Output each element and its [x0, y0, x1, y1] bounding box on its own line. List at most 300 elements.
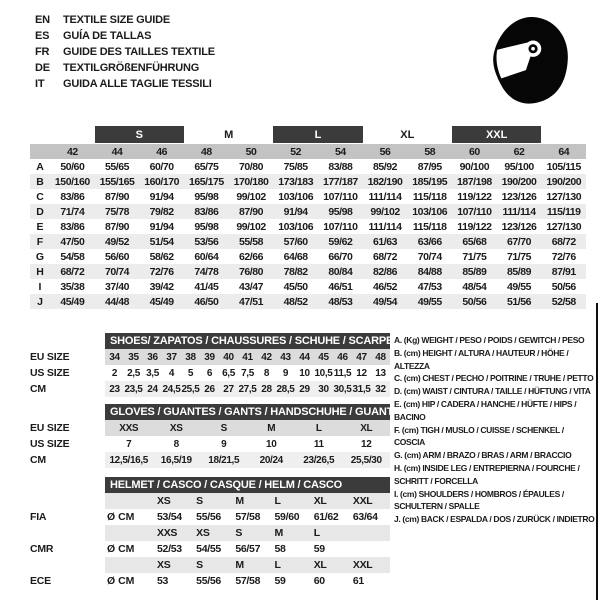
legend-item: J. (cm) BACK / ESPALDA / DOS / ZURÜCK / INDIETRO: [394, 514, 595, 525]
shoes-cell: 48: [375, 351, 386, 363]
size-cell: 87/90: [239, 205, 264, 218]
size-cell: 79/82: [149, 205, 174, 218]
helmet-value-cell: 55/56: [196, 511, 221, 523]
language-row: [35, 44, 215, 60]
helmet-value-cell: 63/64: [352, 511, 378, 523]
column-header-60: 60: [468, 145, 480, 158]
gloves-cell: 16,5/19: [160, 454, 192, 466]
legend-item: H. (cm) INSIDE LEG / ENTREPIERNA / FOURCHE / SCHRITT / FORCELLA: [394, 462, 580, 486]
helmet-size-row: [30, 493, 390, 509]
row-label: EU SIZE: [30, 422, 70, 434]
size-cell: 111/114: [368, 190, 402, 203]
shoes-cell: 27: [223, 383, 234, 395]
row-letter: E: [36, 220, 44, 233]
shoes-cell: 32: [375, 383, 386, 395]
row-letter: B: [36, 175, 44, 188]
helmet-rows: [30, 493, 390, 589]
size-cell: 45/50: [283, 280, 308, 293]
shoes-cell: 45: [318, 351, 329, 363]
unit-label: Ø CM: [107, 511, 135, 523]
gloves-cell: 12,5/16,5: [109, 454, 149, 466]
size-cell: 48/54: [462, 280, 487, 293]
size-cell: 71/74: [60, 205, 85, 218]
size-cell: 190/200: [546, 175, 582, 188]
spacer: [30, 525, 105, 541]
helmet-value-cell: 59/60: [274, 511, 300, 523]
size-cell: 39/42: [149, 280, 174, 293]
size-cell: 170/180: [233, 175, 269, 188]
helmet-value-cell: 56/57: [235, 543, 261, 555]
shoes-cell: 28,5: [276, 383, 295, 395]
gloves-cell: XL: [360, 422, 373, 434]
legend-item: C. (cm) CHEST / PECHO / POITRINE / TRUHE / PETTO: [394, 373, 594, 384]
size-cell: 51/56: [507, 295, 532, 308]
size-cell: 105/115: [546, 160, 581, 173]
legend: [394, 334, 595, 526]
helmet-value-cells: [105, 509, 390, 525]
helmet-size-cells: [105, 557, 390, 573]
size-cell: 185/195: [412, 175, 448, 188]
size-cell: 70/80: [239, 160, 264, 173]
spacer: [30, 493, 105, 509]
helmet-size-label: XS: [196, 527, 210, 539]
size-cell: 49/52: [104, 235, 130, 248]
shoes-cell: 23: [109, 383, 120, 395]
row-letter: A: [36, 160, 44, 173]
size-cell: 177/187: [322, 175, 358, 188]
helmet-size-row: [30, 557, 390, 573]
row-label: FIA: [30, 511, 47, 523]
size-cell: 57/60: [283, 235, 308, 248]
shoes-cell: 3,5: [146, 367, 159, 379]
size-cell: 60/64: [194, 250, 219, 263]
gloves-cell: 7: [126, 438, 132, 450]
shoes-cell: 6,5: [222, 367, 235, 379]
gloves-row: [30, 452, 390, 468]
helmet-title-bar: HELMET / CASCO / CASQUE / HELM / CASCO: [105, 477, 390, 493]
gloves-cell: 25,5/30: [350, 454, 382, 466]
size-cell: 59/62: [328, 235, 353, 248]
helmet-value-cell: 61: [352, 575, 364, 587]
row-letter: I: [38, 280, 42, 293]
size-cell: 75/78: [104, 205, 130, 218]
size-row-j: [30, 294, 586, 309]
size-row-a: [30, 159, 586, 174]
shoes-cell: 8: [263, 367, 270, 379]
shoes-cell: 31,5: [352, 383, 371, 395]
shoes-cell: 46: [337, 351, 348, 363]
shoes-cell: 43: [280, 351, 291, 363]
size-cell: 68/72: [60, 265, 85, 278]
helmet-value-cell: 53/54: [157, 511, 182, 523]
helmet-size-label: S: [196, 559, 203, 571]
shoes-cell: 38: [185, 351, 196, 363]
legend-item: B. (cm) HEIGHT / ALTURA / HAUTEUR / HÖHE / ALTEZZA: [394, 347, 569, 371]
size-cell: 63/66: [417, 235, 442, 248]
size-cell: 71/75: [462, 250, 487, 263]
shoes-cell: 10,5: [314, 367, 333, 379]
size-cell: 95/98: [194, 220, 219, 233]
size-cell: 45/49: [149, 295, 174, 308]
size-cell: 64/68: [283, 250, 308, 263]
row-label: CM: [30, 383, 46, 395]
size-cell: 83/86: [60, 220, 85, 233]
language-row: [35, 12, 215, 28]
size-cell: 103/106: [278, 220, 314, 233]
shoes-cell: 9: [282, 367, 289, 379]
helmet-size-label: XS: [157, 559, 171, 571]
helmet-size-label: L: [274, 495, 281, 507]
size-cell: 187/198: [456, 175, 492, 188]
size-cell: 45/49: [60, 295, 85, 308]
spacer: [30, 557, 105, 573]
size-cell: 75/85: [283, 160, 308, 173]
size-row-c: [30, 189, 586, 204]
gloves-cell: 10: [266, 438, 277, 450]
column-header-56: 56: [379, 145, 391, 158]
shoes-row: [30, 365, 390, 381]
size-cell: 127/130: [546, 220, 582, 233]
size-cell: 87/90: [104, 190, 130, 203]
gloves-cell: 8: [173, 438, 179, 450]
helmet-value-row-ece: [30, 573, 390, 589]
shoes-cell: 35: [128, 351, 139, 363]
size-cell: 80/84: [328, 265, 353, 278]
size-cell: 56/60: [104, 250, 130, 263]
row-letter: D: [36, 205, 44, 218]
size-cell: 95/100: [504, 160, 534, 173]
size-cell: 165/175: [188, 175, 224, 188]
size-cell: 44/48: [104, 295, 130, 308]
language-code: ES: [35, 30, 50, 42]
size-cell: 43/47: [239, 280, 264, 293]
shoes-cell: 41: [242, 351, 253, 363]
size-cell: 68/72: [551, 235, 576, 248]
helmet-size-label: XXL: [352, 559, 373, 571]
helmet-value-cell: 58: [274, 543, 286, 555]
legend-item: D. (cm) WAIST / CINTURA / TAILLE / HÜFTUNG / VITA: [394, 386, 591, 397]
helmet-size-label: XXL: [352, 495, 373, 507]
language-row: [35, 76, 215, 92]
column-header-62: 62: [513, 145, 525, 158]
size-cell: 68/72: [373, 250, 398, 263]
column-header-42: 42: [66, 145, 78, 158]
gloves-row: [30, 420, 390, 436]
shoes-cell: 6: [206, 367, 213, 379]
size-cell: 91/94: [283, 205, 308, 218]
size-cell: 150/160: [54, 175, 90, 188]
column-header-54: 54: [334, 145, 346, 158]
gloves-row: [30, 436, 390, 452]
unit-label: Ø CM: [107, 575, 135, 587]
size-cell: 107/110: [323, 220, 358, 233]
size-cell: 115/119: [546, 205, 581, 218]
size-group-l: L: [273, 126, 362, 143]
size-cell: 47/51: [239, 295, 264, 308]
gloves-cell: L: [315, 422, 322, 434]
shoes-cell: 42: [261, 351, 272, 363]
size-cell: 72/76: [149, 265, 174, 278]
column-header-46: 46: [156, 145, 168, 158]
gloves-cells: [105, 420, 390, 436]
shoes-cell: 7,5: [241, 367, 254, 379]
size-cell: 95/98: [328, 205, 353, 218]
column-header-58: 58: [424, 145, 436, 158]
size-cell: 60/70: [149, 160, 174, 173]
size-table: [30, 126, 586, 309]
shoes-cell: 23,5: [124, 383, 143, 395]
size-cell: 54/58: [60, 250, 85, 263]
size-cell: 115/118: [412, 190, 447, 203]
size-cell: 35/38: [60, 280, 85, 293]
legend-item: G. (cm) ARM / BRAZO / BRAS / ARM / BRACCIO: [394, 450, 572, 461]
gloves-cell: 23/26,5: [303, 454, 335, 466]
shoes-cell: 47: [356, 351, 367, 363]
language-title: TEXTILGRÖßENFÜHRUNG: [63, 62, 200, 74]
legend-item: I. (cm) SHOULDERS / HOMBROS / ÉPAULES / SCHULTERN / SPALLE: [394, 488, 564, 512]
size-cell: 55/58: [239, 235, 264, 248]
size-cell: 74/78: [194, 265, 219, 278]
size-cell: 155/165: [99, 175, 135, 188]
shoes-cell: 36: [147, 351, 158, 363]
size-cell: 173/183: [278, 175, 314, 188]
gloves-table: [30, 404, 396, 468]
size-cell: 65/68: [462, 235, 487, 248]
racing-helmet-icon: [487, 16, 573, 108]
gloves-cells: [105, 436, 390, 452]
row-label: ECE: [30, 575, 51, 587]
column-header-64: 64: [558, 145, 570, 158]
gloves-cell: M: [267, 422, 276, 434]
size-cell: 99/102: [236, 220, 266, 233]
helmet-value-cell: 57/58: [235, 575, 261, 587]
shoes-cell: 28: [261, 383, 272, 395]
size-cell: 85/92: [373, 160, 398, 173]
size-cell: 78/82: [283, 265, 308, 278]
shoes-cells: [105, 349, 390, 365]
gloves-cell: 9: [221, 438, 227, 450]
shoes-title-bar: SHOES/ ZAPATOS / CHAUSSURES / SCHUHE / SCARPE: [105, 333, 390, 349]
shoes-cell: 11,5: [333, 367, 352, 379]
helmet-value-cells: [105, 573, 390, 589]
shoes-cell: 30,5: [333, 383, 352, 395]
shoes-cell: 2,5: [127, 367, 140, 379]
shoes-cell: 44: [299, 351, 310, 363]
helmet-size-label: XL: [313, 495, 327, 507]
size-cell: 103/106: [412, 205, 448, 218]
helmet-value-cell: 52/53: [157, 543, 182, 555]
helmet-value-cells: [105, 541, 390, 557]
row-letter: G: [35, 250, 45, 263]
size-cell: 84/88: [417, 265, 442, 278]
size-cell: 72/76: [551, 250, 576, 263]
column-header-50: 50: [245, 145, 257, 158]
size-cell: 50/56: [551, 280, 576, 293]
size-cell: 107/110: [323, 190, 358, 203]
helmet-value-row-cmr: [30, 541, 390, 557]
language-list: [35, 12, 215, 92]
gloves-cell: 18/21,5: [208, 454, 240, 466]
size-cell: 83/88: [328, 160, 353, 173]
row-label: CMR: [30, 543, 54, 555]
size-cell: 52/58: [551, 295, 576, 308]
size-cell: 190/200: [501, 175, 537, 188]
helmet-table: [30, 477, 390, 589]
shoes-table: [30, 333, 394, 397]
row-label: CM: [30, 454, 46, 466]
shoes-cell: 13: [375, 367, 386, 379]
size-cell: 127/130: [546, 190, 582, 203]
shoes-cell: 39: [204, 351, 215, 363]
size-cell: 87/91: [551, 265, 576, 278]
size-cell: 119/122: [457, 190, 492, 203]
size-cell: 85/89: [507, 265, 532, 278]
size-cell: 47/50: [60, 235, 85, 248]
legend-item: E. (cm) HIP / CADERA / HANCHE / HÜFTE / HIPS / BACINO: [394, 398, 577, 422]
helmet-value-cell: 60: [313, 575, 325, 587]
helmet-size-cells: [105, 525, 390, 541]
row-letter: C: [36, 190, 44, 203]
language-code: IT: [35, 78, 45, 90]
unit-label: Ø CM: [107, 543, 135, 555]
size-cell: 46/52: [373, 280, 398, 293]
helmet-value-cell: 59: [313, 543, 325, 555]
size-group-xxl: XXL: [452, 126, 541, 143]
helmet-size-label: L: [274, 559, 281, 571]
spacer: [50, 126, 95, 143]
helmet-size-cells: [105, 493, 390, 509]
helmet-size-label: XL: [313, 559, 327, 571]
size-cell: 50/60: [60, 160, 85, 173]
helmet-size-label: L: [313, 527, 320, 539]
shoes-cell: 37: [166, 351, 177, 363]
size-cell: 49/55: [417, 295, 442, 308]
shoes-cell: 4: [168, 367, 175, 379]
language-row: [35, 60, 215, 76]
gloves-cell: S: [220, 422, 227, 434]
size-cell: 46/51: [328, 280, 353, 293]
size-cell: 76/80: [239, 265, 264, 278]
language-code: DE: [35, 62, 50, 74]
helmet-size-label: M: [274, 527, 283, 539]
size-cell: 50/56: [462, 295, 487, 308]
size-cell: 41/45: [194, 280, 219, 293]
shoes-cell: 30: [318, 383, 329, 395]
language-title: GUIDE DES TAILLES TEXTILE: [63, 46, 215, 58]
size-cell: 37/40: [104, 280, 130, 293]
size-cell: 87/90: [104, 220, 130, 233]
size-column-header-row: [30, 144, 586, 159]
language-code: FR: [35, 46, 50, 58]
size-group-row: [30, 126, 586, 143]
size-row-f: [30, 234, 586, 249]
size-cell: 91/94: [149, 220, 174, 233]
helmet-value-cell: 61/62: [313, 511, 339, 523]
shoes-cell: 24,5: [162, 383, 181, 395]
size-cell: 111/114: [368, 220, 402, 233]
column-header-48: 48: [200, 145, 212, 158]
helmet-value-cell: 53: [157, 575, 169, 587]
size-cell: 115/118: [412, 220, 447, 233]
size-cell: 123/126: [501, 190, 537, 203]
size-cell: 46/50: [194, 295, 219, 308]
size-cell: 111/114: [502, 205, 536, 218]
size-cell: 47/53: [417, 280, 442, 293]
language-row: [35, 28, 215, 44]
size-row-d: [30, 204, 586, 219]
size-cell: 82/86: [373, 265, 398, 278]
shoes-cell: 2: [111, 367, 118, 379]
size-cell: 123/126: [501, 220, 537, 233]
shoes-cell: 10: [299, 367, 310, 379]
size-cell: 160/170: [144, 175, 180, 188]
size-cell: 49/54: [373, 295, 398, 308]
size-cell: 55/65: [104, 160, 130, 173]
size-row-i: [30, 279, 586, 294]
size-cell: 90/100: [459, 160, 490, 173]
size-cell: 103/106: [278, 190, 314, 203]
size-cell: 70/74: [417, 250, 442, 263]
shoes-cell: 27,5: [238, 383, 257, 395]
helmet-size-label: S: [196, 495, 203, 507]
size-cell: 99/102: [236, 190, 266, 203]
size-cell: 85/89: [462, 265, 487, 278]
legend-item: A. (Kg) WEIGHT / PESO / POIDS / GEWITCH / PESO: [394, 335, 585, 345]
gloves-cells: [105, 452, 390, 468]
shoes-cell: 25,5: [181, 383, 200, 395]
gloves-cell: 12: [361, 438, 372, 450]
row-letter: H: [36, 265, 44, 278]
helmet-value-cell: 54/55: [196, 543, 221, 555]
shoes-cell: 12: [356, 367, 367, 379]
size-cell: 95/98: [194, 190, 219, 203]
shoes-cell: 5: [187, 367, 194, 379]
size-cell: 62/66: [239, 250, 264, 263]
size-cell: 53/56: [194, 235, 219, 248]
helmet-value-cell: 59: [274, 575, 286, 587]
language-title: GUIDA ALLE TAGLIE TESSILI: [63, 78, 212, 90]
size-group-xl: XL: [400, 128, 415, 141]
gloves-cell: XS: [169, 422, 183, 434]
size-cell: 51/54: [149, 235, 174, 248]
size-row-e: [30, 219, 586, 234]
size-row-h: [30, 264, 586, 279]
helmet-value-row-fia: [30, 509, 390, 525]
row-label: US SIZE: [30, 367, 70, 379]
row-label: US SIZE: [30, 438, 70, 450]
size-cell: 70/74: [104, 265, 130, 278]
helmet-size-row: [30, 525, 390, 541]
size-cell: 67/70: [507, 235, 532, 248]
row-label: EU SIZE: [30, 351, 70, 363]
gloves-rows: [30, 420, 390, 468]
language-code: EN: [35, 14, 50, 26]
legend-item: F. (cm) TIGH / MUSLO / CUISSE / SCHENKEL / COSCIA: [394, 424, 564, 448]
shoes-cell: 29: [299, 383, 310, 395]
shoes-cell: 24: [147, 383, 158, 395]
size-cell: 66/70: [328, 250, 353, 263]
helmet-size-label: XXS: [157, 527, 178, 539]
size-cell: 48/53: [328, 295, 353, 308]
size-cell: 61/63: [373, 235, 398, 248]
gloves-title-bar: GLOVES / GUANTES / GANTS / HANDSCHUHE / GUANTI: [105, 404, 390, 420]
row-letter: F: [36, 235, 44, 248]
size-group-s: S: [95, 126, 184, 143]
helmet-size-label: M: [235, 495, 244, 507]
size-cell: 87/95: [417, 160, 442, 173]
shoes-cells: [105, 381, 390, 397]
gloves-cell: 11: [313, 438, 324, 450]
